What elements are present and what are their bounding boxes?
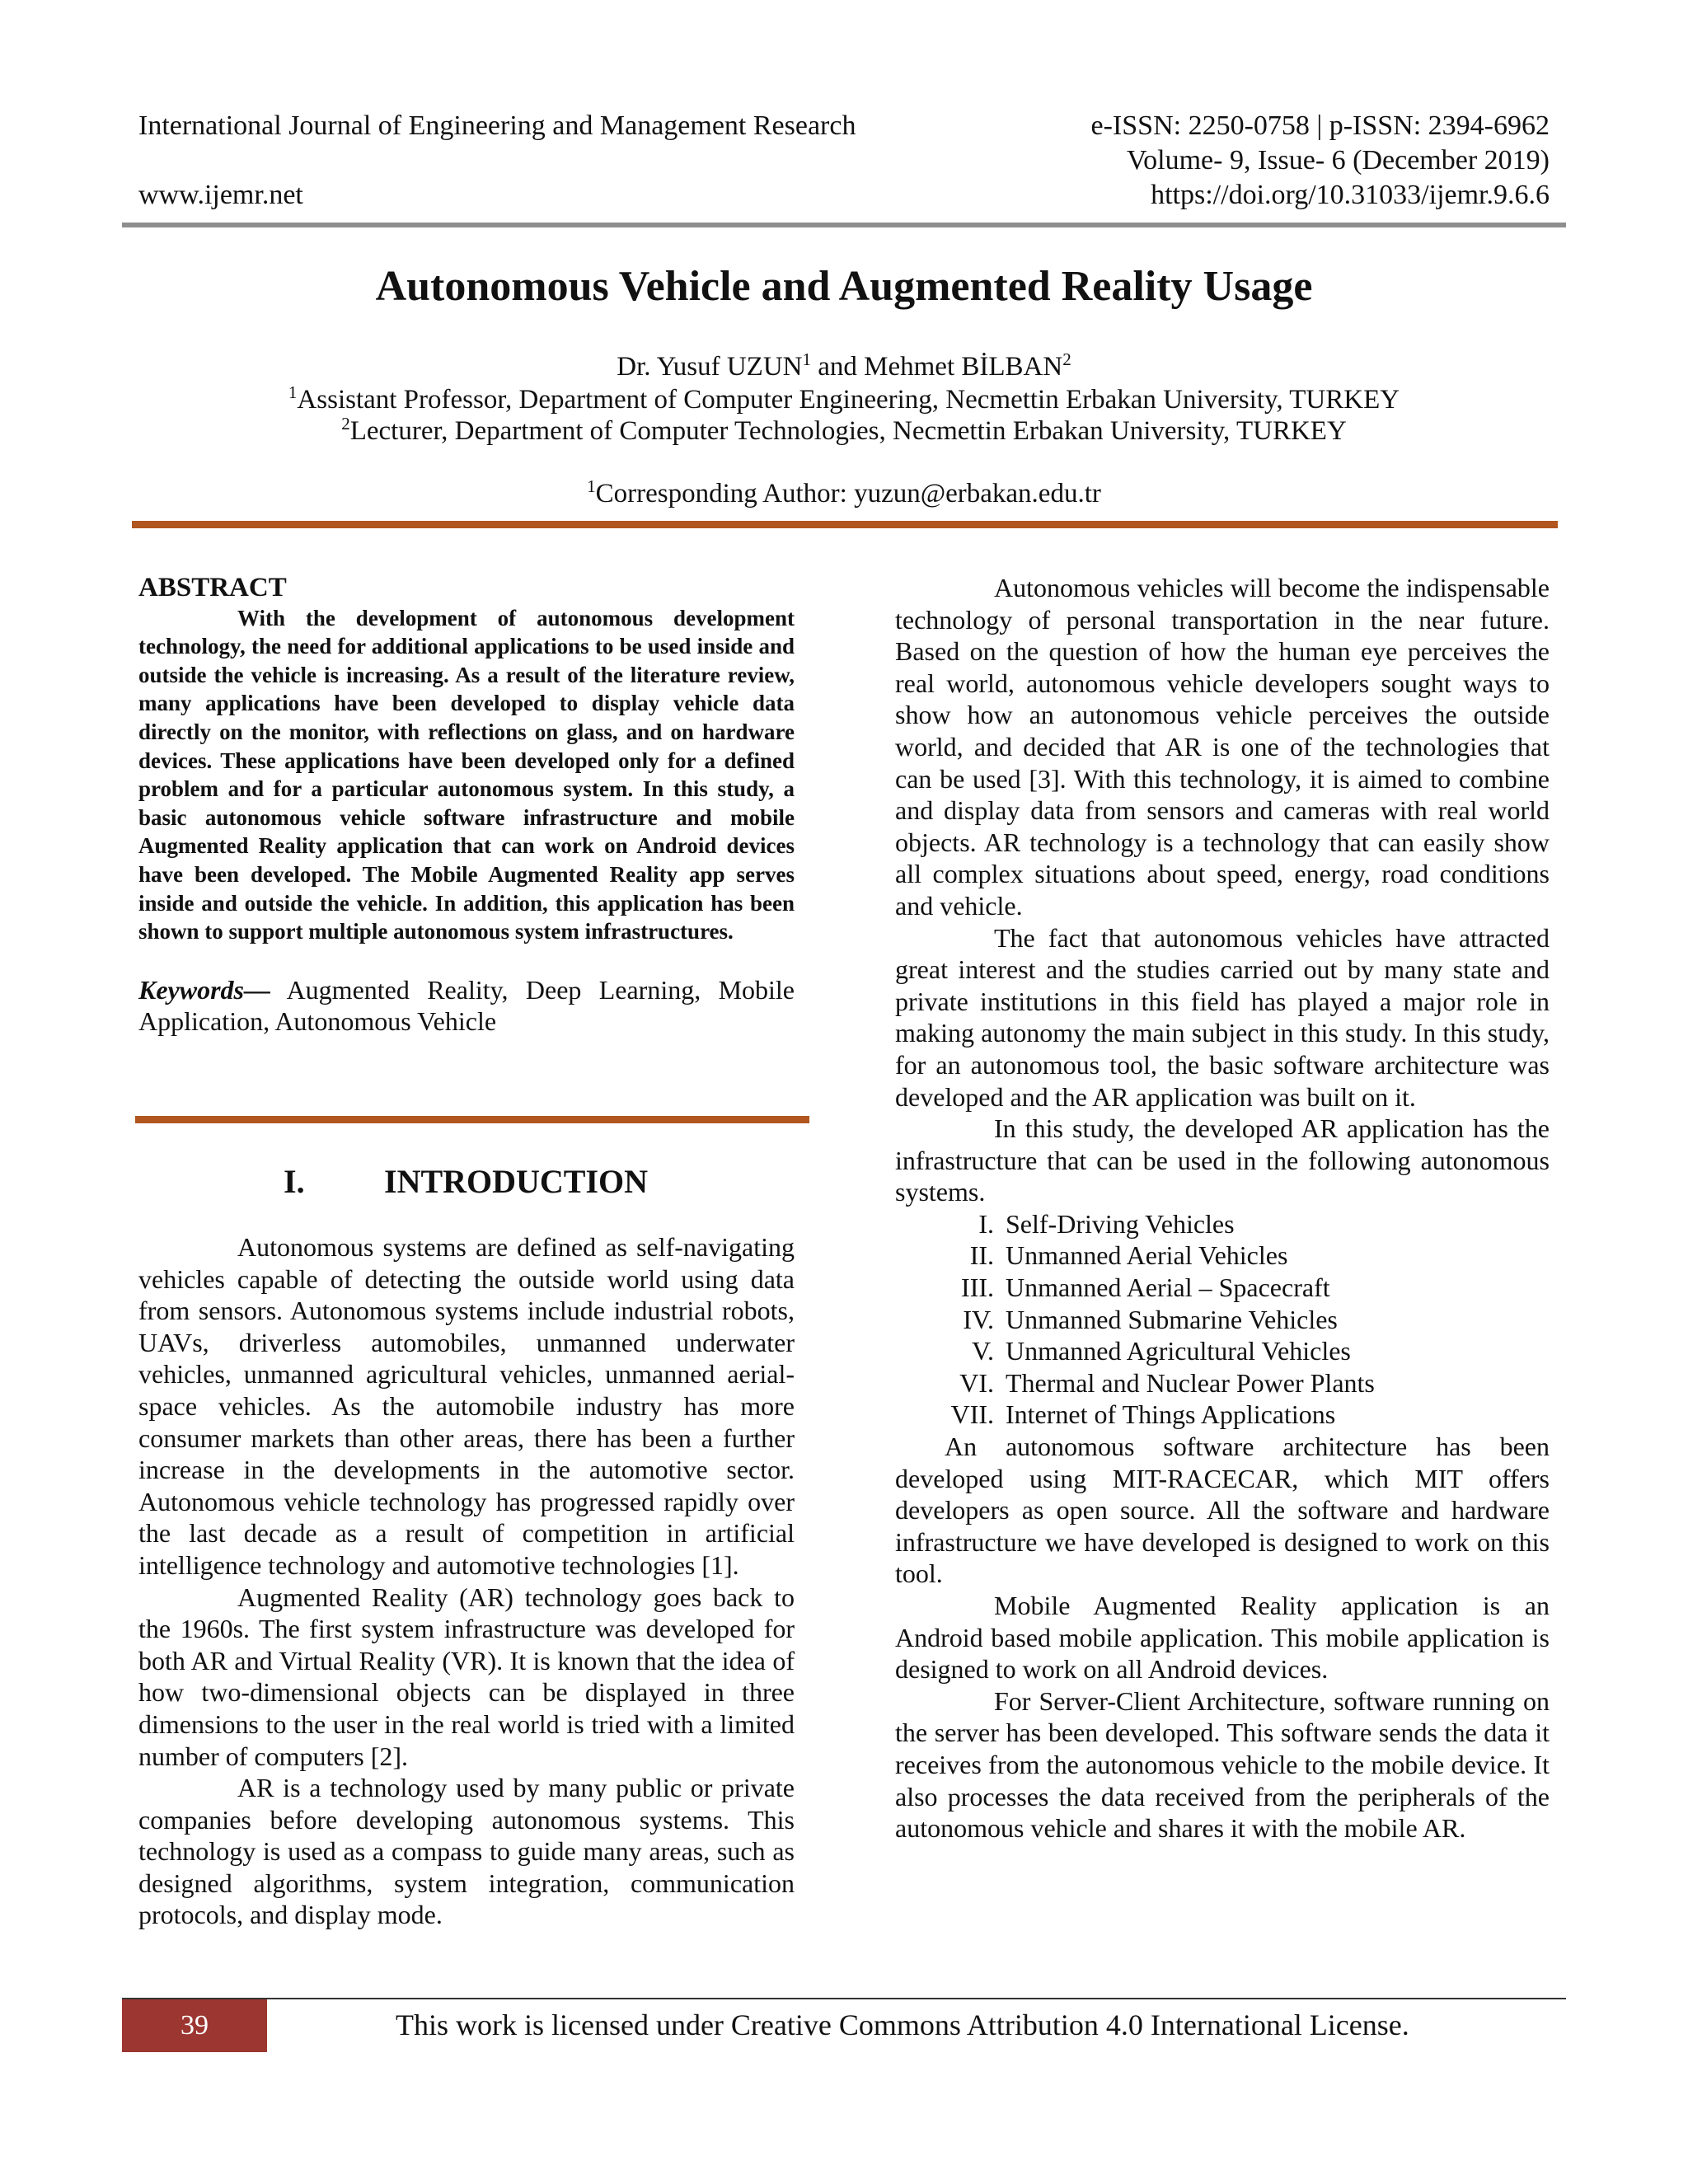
list-item-number: III.	[961, 1272, 994, 1303]
list-item-label: Unmanned Aerial – Spacecraft	[1006, 1272, 1330, 1303]
paper-title: Autonomous Vehicle and Augmented Reality Usage	[375, 263, 1313, 310]
list-item-label: Unmanned Submarine Vehicles	[1006, 1304, 1338, 1334]
affiliation-2	[0, 407, 1688, 448]
list-item-label: Internet of Things Applications	[1006, 1399, 1336, 1430]
abstract-divider	[135, 1116, 809, 1123]
intro-left-column	[138, 1231, 795, 1931]
list-item	[895, 1208, 1550, 1240]
list-item-number: I.	[978, 1208, 994, 1239]
affil-1-text: Assistant Professor, Department of Computer Engineering, Necmettin Erbakan University, TURKEY	[297, 385, 1400, 415]
list-item-label: Unmanned Aerial Vehicles	[1006, 1240, 1288, 1271]
right-paragraph-1: Autonomous vehicles will become the indispensable technology of personal transportation in the near future. Based on the question of how the human eye perceives the real world, autonomous vehicle developers sought ways to show how an autonomous vehicle perceives the outside world, and decided that AR is one of the technologies that can be used [3]. With this technology, it is aimed to combine and display data from sensors and cameras with real world objects. AR technology is a technology that can easily show all complex situations about speed, energy, road conditions and vehicle.	[895, 573, 1550, 921]
intro-paragraph-3: AR is a technology used by many public or private companies before developing autonomous systems. This technology is used as a compass to guide many areas, such as designed algorithms, system integration, communication protocols, and display mode.	[138, 1773, 795, 1930]
journal-website[interactable]: www.ijemr.net	[138, 180, 303, 210]
doi-link[interactable]: https://doi.org/10.31033/ijemr.9.6.6	[1151, 180, 1550, 210]
abstract-heading: ABSTRACT	[138, 573, 287, 602]
list-item-label: Unmanned Agricultural Vehicles	[1006, 1336, 1351, 1366]
intro-right-column	[895, 572, 1550, 1844]
list-item-label: Thermal and Nuclear Power Plants	[1006, 1367, 1375, 1398]
corr-sup: 1	[587, 476, 596, 496]
author-1: Dr. Yusuf UZUN	[617, 352, 803, 382]
list-item	[895, 1399, 1550, 1431]
list-item-number: VI.	[959, 1367, 994, 1398]
volume-issue: Volume- 9, Issue- 6 (December 2019)	[1126, 145, 1550, 176]
section-title: INTRODUCTION	[384, 1163, 649, 1200]
section-number-i: I.	[284, 1163, 305, 1200]
keywords-text: Augmented Reality, Deep Learning, Mobile Application, Autonomous Vehicle	[138, 974, 795, 1037]
author-1-sup: 1	[802, 349, 811, 369]
list-item	[895, 1304, 1550, 1336]
list-item-number: II.	[969, 1240, 994, 1271]
title-divider	[132, 521, 1558, 528]
license-text: This work is licensed under Creative Commons Attribution 4.0 International License.	[396, 2008, 1409, 2041]
intro-paragraph-2: Augmented Reality (AR) technology goes back to the 1960s. The first system infrastructure was developed for both AR and Virtual Reality (VR). It is known that the idea of how two-dimensional objects can be displayed in three dimensions to the user in the real world is tried with a limited number of computers [2].	[138, 1582, 795, 1771]
author-and: and	[810, 352, 865, 382]
right-paragraph-5: Mobile Augmented Reality application is an Android based mobile application. This mobile application is designed to work on all Android devices.	[895, 1591, 1550, 1685]
affil-2-text: Lecturer, Department of Computer Technologies, Necmettin Erbakan University, TURKEY	[349, 416, 1347, 446]
abstract-body: With the development of autonomous development technology, the need for additional applications to be used inside and outside the vehicle is increasing. As a result of the literature review, many applications have been developed to display vehicle data directly on the monitor, with reflections on glass, and on hardware devices. These applications have been developed only for a defined problem and for a particular autonomous system. In this study, a basic autonomous vehicle software infrastructure and mobile Augmented Reality application that can work on Android devices have been developed. The Mobile Augmented Reality app serves inside and outside the vehicle. In addition, this application has been shown to support multiple autonomous system infrastructures.	[138, 605, 795, 944]
intro-paragraph-1: Autonomous systems are defined as self-navigating vehicles capable of detecting the outside world using data from sensors. Autonomous systems include industrial robots, UAVs, driverless automobiles, unmanned underwater vehicles, unmanned agricultural vehicles, unmanned aerial-space vehicles. As the automobile industry has more consumer markets than other areas, there has been a further increase in the developments in the automotive sector. Autonomous vehicle technology has progressed rapidly over the last decade as a result of competition in artificial intelligence technology and automotive technologies [1].	[138, 1232, 795, 1580]
list-item	[895, 1367, 1550, 1399]
author-2-sup: 2	[1062, 349, 1071, 369]
autonomous-systems-list	[895, 1208, 1550, 1431]
affil-2-sup: 2	[341, 414, 350, 434]
list-item	[895, 1335, 1550, 1367]
affil-1-sup: 1	[288, 382, 298, 402]
keywords-label: Keywords—	[138, 974, 270, 1005]
right-paragraph-4: An autonomous software architecture has been developed using MIT-RACECAR, which MIT offers developers as open source. All the software and hardware infrastructure we have developed is designed to work on this tool.	[895, 1432, 1550, 1589]
author-2: Mehmet BİLBAN	[864, 352, 1063, 382]
list-item	[895, 1240, 1550, 1272]
abstract-section	[138, 572, 795, 1038]
list-item-number: IV.	[963, 1304, 994, 1334]
corr-text: Corresponding Author: yuzun@erbakan.edu.tr	[595, 479, 1101, 509]
page-number: 39	[122, 1999, 267, 2052]
list-item-number: VII.	[950, 1399, 994, 1430]
keywords	[138, 974, 795, 1038]
issn: e-ISSN: 2250-0758 | p-ISSN: 2394-6962	[1090, 110, 1550, 141]
journal-header	[138, 109, 1550, 213]
header-divider	[122, 223, 1566, 227]
corresponding-author	[0, 470, 1688, 510]
right-paragraph-2: The fact that autonomous vehicles have attracted great interest and the studies carried out by many state and private institutions in this field has played a major role in making autonomy the main subject in this study. In this study, for an autonomous tool, the basic software architecture was developed and the AR application was built on it.	[895, 922, 1550, 1112]
list-item-number: V.	[972, 1336, 994, 1366]
right-paragraph-6: For Server-Client Architecture, software running on the server has been developed. This software sends the data it receives from the autonomous vehicle to the mobile device. It also processes the data received from the peripherals of the autonomous vehicle and shares it with the mobile AR.	[895, 1685, 1550, 1844]
journal-name: International Journal of Engineering and Management Research	[138, 110, 856, 141]
list-item	[895, 1272, 1550, 1304]
list-item-label: Self-Driving Vehicles	[1006, 1208, 1235, 1239]
right-paragraph-3: In this study, the developed AR application has the infrastructure that can be used in the following autonomous systems.	[895, 1113, 1550, 1207]
footer-divider	[122, 1998, 1566, 1999]
